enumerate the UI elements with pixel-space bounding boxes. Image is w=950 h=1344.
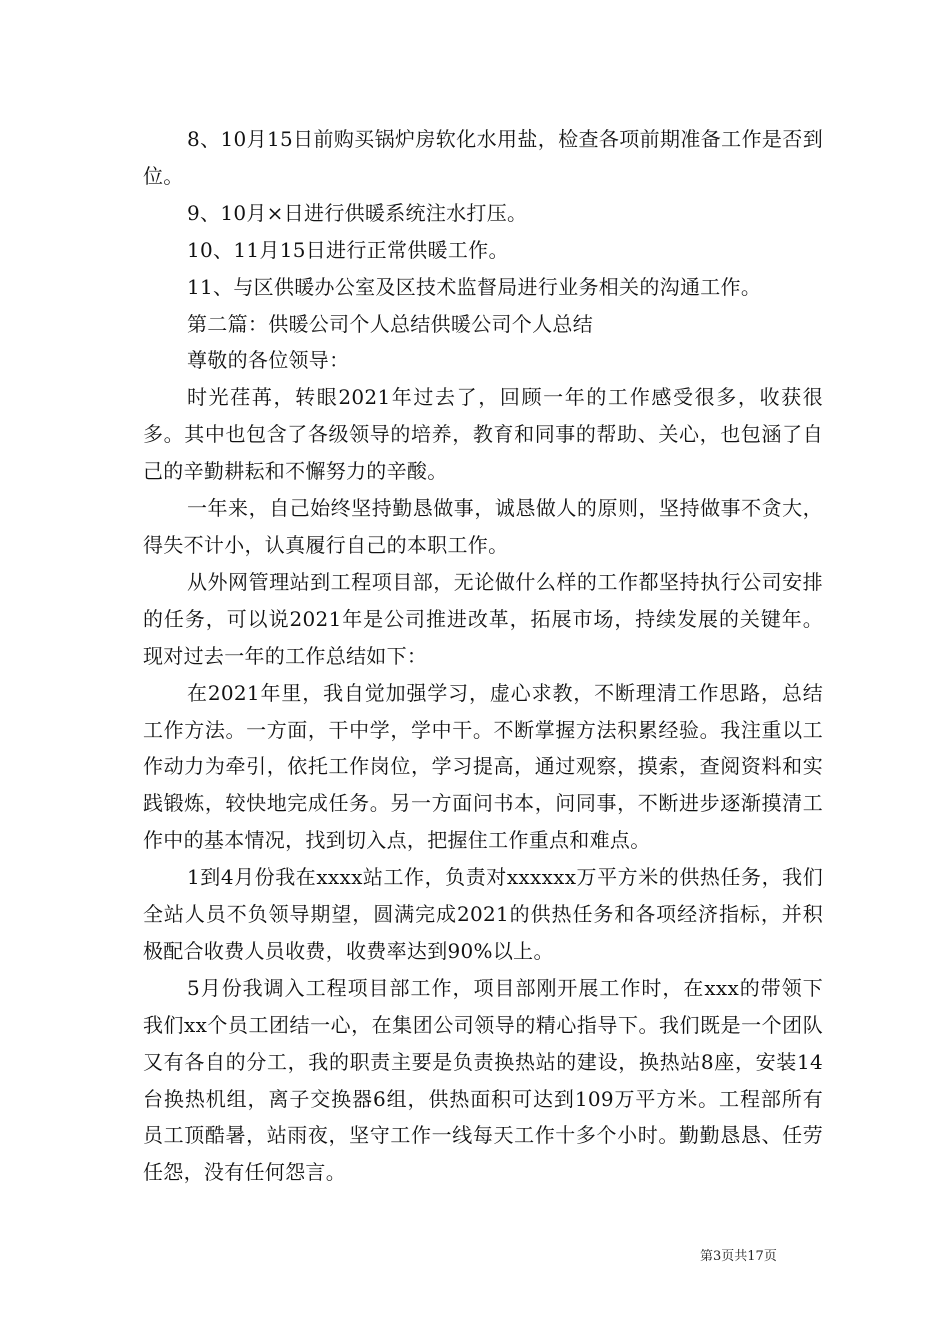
body-paragraph: 1到4月份我在xxxx站工作，负责对xxxxxx万平方米的供热任务，我们全站人员不负领导期望，圆满完成2021的供热任务和各项经济指标，并积极配合收费人员收费，收费率达到90%以上。 xyxy=(143,865,823,963)
list-item-11: 11、与区供暖办公室及区技术监督局进行业务相关的沟通工作。 xyxy=(187,274,762,299)
body-paragraph: 5月份我调入工程项目部工作，项目部刚开展工作时，在xxx的带领下我们xx个员工团结一心，在集团公司领导的精心指导下。我们既是一个团队又有各自的分工，我的职责主要是负责换热站的建设，换热站8座，安装14台换热机组，离子交换器6组，供热面积可达到109万平方米。工程部所有员工顶酷暑，站雨夜，坚守工作一线每天工作十多个小时。勤勤恳恳、任劳任怨，没有任何怨言。 xyxy=(143,975,823,1185)
page-number-footer xyxy=(700,1245,777,1264)
list-item-8: 8、10月15日前购买锅炉房软化水用盐，检查各项前期准备工作是否到位。 xyxy=(143,127,823,188)
section-heading: 第二篇：供暖公司个人总结供暖公司个人总结 xyxy=(187,311,593,336)
body-paragraph: 时光荏苒，转眼2021年过去了，回顾一年的工作感受很多，收获很多。其中也包含了各级领导的培养，教育和同事的帮助、关心，也包涵了自己的辛勤耕耘和不懈努力的辛酸。 xyxy=(143,385,823,484)
list-item-10: 10、11月15日进行正常供暖工作。 xyxy=(187,237,509,262)
body-paragraph: 一年来，自己始终坚持勤恳做事，诚恳做人的原则，坚持做事不贪大，得失不计小，认真履行自己的本职工作。 xyxy=(143,496,823,557)
salutation: 尊敬的各位领导： xyxy=(187,348,350,373)
body-paragraph: 从外网管理站到工程项目部，无论做什么样的工作都坚持执行公司安排的任务，可以说2021年是公司推进改革，拓展市场，持续发展的关键年。现对过去一年的工作总结如下： xyxy=(143,569,823,668)
body-paragraph: 在2021年里，我自觉加强学习，虚心求教，不断理清工作思路，总结工作方法。一方面，干中学，学中干。不断掌握方法积累经验。我注重以工作动力为牵引，依托工作岗位，学习提高，通过观察，摸索，查阅资料和实践锻炼，较快地完成任务。另一方面问书本，问同事，不断进步逐渐摸清工作中的基本情况，找到切入点，把握住工作重点和难点。 xyxy=(143,680,823,853)
document-body xyxy=(143,121,823,1191)
page-number-label: 第3页共17页 xyxy=(700,1249,777,1264)
list-item-9: 9、10月×日进行供暖系统注水打压。 xyxy=(187,200,528,225)
